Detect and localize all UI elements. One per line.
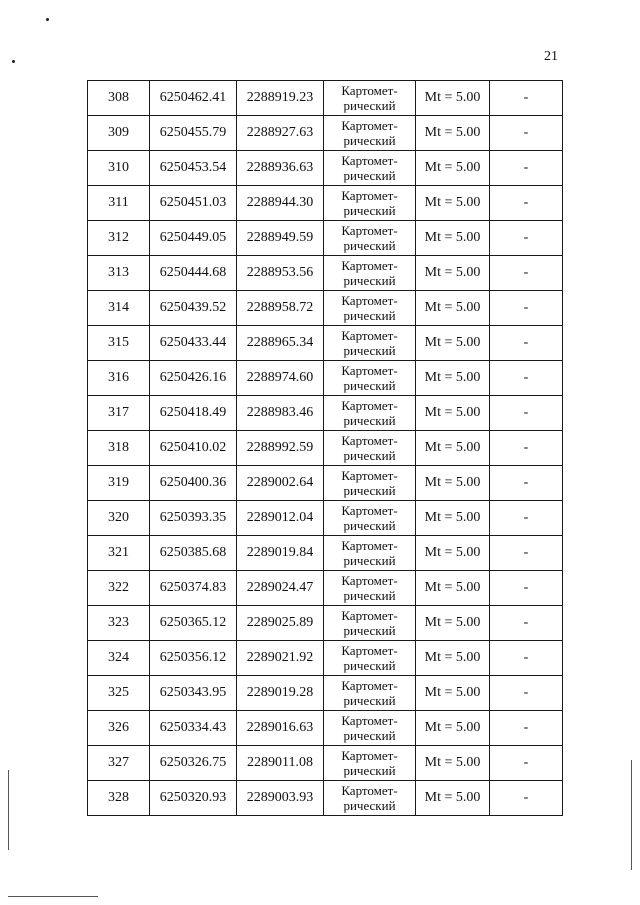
point-description: - (490, 501, 563, 536)
method-line-1: Картомет- (341, 573, 398, 588)
determination-method (324, 81, 416, 116)
method-line-2: рический (343, 308, 396, 323)
coordinate-x: 6250393.35 (150, 501, 237, 536)
coordinate-x: 6250462.41 (150, 81, 237, 116)
scan-speck-left (12, 60, 15, 63)
table-row (88, 431, 563, 466)
method-line-1: Картомет- (341, 678, 398, 693)
coordinate-y: 2288983.46 (237, 396, 324, 431)
coordinate-y: 2289019.84 (237, 536, 324, 571)
method-line-2: рический (343, 98, 396, 113)
point-number: 325 (88, 676, 150, 711)
method-line-2: рический (343, 518, 396, 533)
table-row (88, 361, 563, 396)
accuracy: Mt = 5.00 (416, 116, 490, 151)
method-line-1: Картомет- (341, 608, 398, 623)
coordinate-y: 2288944.30 (237, 186, 324, 221)
point-description: - (490, 781, 563, 816)
table-row (88, 291, 563, 326)
method-line-2: рический (343, 798, 396, 813)
determination-method (324, 781, 416, 816)
point-description: - (490, 396, 563, 431)
determination-method (324, 116, 416, 151)
point-number: 313 (88, 256, 150, 291)
coordinate-y: 2289002.64 (237, 466, 324, 501)
point-number: 315 (88, 326, 150, 361)
determination-method (324, 291, 416, 326)
coordinate-y: 2288974.60 (237, 361, 324, 396)
determination-method (324, 361, 416, 396)
coordinate-x: 6250326.75 (150, 746, 237, 781)
method-line-1: Картомет- (341, 538, 398, 553)
determination-method (324, 256, 416, 291)
point-number: 312 (88, 221, 150, 256)
accuracy: Mt = 5.00 (416, 711, 490, 746)
coordinate-y: 2289021.92 (237, 641, 324, 676)
point-number: 309 (88, 116, 150, 151)
method-line-2: рический (343, 483, 396, 498)
point-description: - (490, 326, 563, 361)
method-line-2: рический (343, 413, 396, 428)
accuracy: Mt = 5.00 (416, 501, 490, 536)
point-number: 326 (88, 711, 150, 746)
determination-method (324, 746, 416, 781)
method-line-1: Картомет- (341, 713, 398, 728)
table-row (88, 746, 563, 781)
coordinate-x: 6250449.05 (150, 221, 237, 256)
coordinate-x: 6250418.49 (150, 396, 237, 431)
method-line-1: Картомет- (341, 293, 398, 308)
determination-method (324, 466, 416, 501)
table-row (88, 781, 563, 816)
point-number: 310 (88, 151, 150, 186)
determination-method (324, 396, 416, 431)
coordinate-y: 2289019.28 (237, 676, 324, 711)
method-line-2: рический (343, 623, 396, 638)
determination-method (324, 501, 416, 536)
coordinate-x: 6250453.54 (150, 151, 237, 186)
point-description: - (490, 641, 563, 676)
point-description: - (490, 466, 563, 501)
scan-edge-mark-left (8, 770, 9, 850)
coordinate-y: 2289012.04 (237, 501, 324, 536)
method-line-1: Картомет- (341, 153, 398, 168)
method-line-1: Картомет- (341, 503, 398, 518)
table-row (88, 326, 563, 361)
coordinates-table-body (88, 81, 563, 816)
coordinate-x: 6250444.68 (150, 256, 237, 291)
coordinate-x: 6250455.79 (150, 116, 237, 151)
method-line-2: рический (343, 168, 396, 183)
point-description: - (490, 361, 563, 396)
method-line-2: рический (343, 343, 396, 358)
coordinate-y: 2288965.34 (237, 326, 324, 361)
point-number: 319 (88, 466, 150, 501)
accuracy: Mt = 5.00 (416, 186, 490, 221)
coordinate-y: 2289011.08 (237, 746, 324, 781)
table-row (88, 151, 563, 186)
method-line-1: Картомет- (341, 468, 398, 483)
accuracy: Mt = 5.00 (416, 431, 490, 466)
point-number: 320 (88, 501, 150, 536)
point-description: - (490, 186, 563, 221)
coordinate-y: 2289025.89 (237, 606, 324, 641)
coordinate-y: 2288949.59 (237, 221, 324, 256)
accuracy: Mt = 5.00 (416, 781, 490, 816)
point-number: 323 (88, 606, 150, 641)
method-line-1: Картомет- (341, 118, 398, 133)
method-line-1: Картомет- (341, 398, 398, 413)
table-row (88, 221, 563, 256)
table-row (88, 641, 563, 676)
coordinate-x: 6250343.95 (150, 676, 237, 711)
coordinate-y: 2288936.63 (237, 151, 324, 186)
determination-method (324, 571, 416, 606)
coordinate-x: 6250433.44 (150, 326, 237, 361)
accuracy: Mt = 5.00 (416, 676, 490, 711)
determination-method (324, 641, 416, 676)
accuracy: Mt = 5.00 (416, 641, 490, 676)
table-row (88, 501, 563, 536)
point-description: - (490, 711, 563, 746)
method-line-2: рический (343, 238, 396, 253)
determination-method (324, 711, 416, 746)
point-number: 328 (88, 781, 150, 816)
point-number: 321 (88, 536, 150, 571)
method-line-2: рический (343, 273, 396, 288)
method-line-1: Картомет- (341, 83, 398, 98)
method-line-2: рический (343, 133, 396, 148)
method-line-2: рический (343, 693, 396, 708)
method-line-1: Картомет- (341, 363, 398, 378)
table-row (88, 536, 563, 571)
coordinate-x: 6250334.43 (150, 711, 237, 746)
accuracy: Mt = 5.00 (416, 256, 490, 291)
method-line-1: Картомет- (341, 328, 398, 343)
accuracy: Mt = 5.00 (416, 746, 490, 781)
point-description: - (490, 571, 563, 606)
determination-method (324, 326, 416, 361)
accuracy: Mt = 5.00 (416, 396, 490, 431)
determination-method (324, 536, 416, 571)
coordinate-y: 2289016.63 (237, 711, 324, 746)
method-line-2: рический (343, 378, 396, 393)
point-description: - (490, 151, 563, 186)
point-description: - (490, 291, 563, 326)
point-number: 318 (88, 431, 150, 466)
table-row (88, 396, 563, 431)
method-line-1: Картомет- (341, 783, 398, 798)
coordinate-x: 6250374.83 (150, 571, 237, 606)
table-row (88, 711, 563, 746)
method-line-2: рический (343, 728, 396, 743)
method-line-2: рический (343, 553, 396, 568)
accuracy: Mt = 5.00 (416, 466, 490, 501)
accuracy: Mt = 5.00 (416, 536, 490, 571)
coordinate-x: 6250451.03 (150, 186, 237, 221)
point-number: 322 (88, 571, 150, 606)
method-line-1: Картомет- (341, 188, 398, 203)
method-line-2: рический (343, 203, 396, 218)
coordinate-x: 6250426.16 (150, 361, 237, 396)
table-row (88, 466, 563, 501)
coordinate-x: 6250365.12 (150, 606, 237, 641)
scan-edge-mark-bottom (8, 896, 98, 897)
determination-method (324, 431, 416, 466)
page-number: 21 (544, 49, 558, 64)
coordinate-x: 6250385.68 (150, 536, 237, 571)
scan-edge-mark-right (631, 760, 632, 870)
method-line-2: рический (343, 658, 396, 673)
accuracy: Mt = 5.00 (416, 81, 490, 116)
table-row (88, 186, 563, 221)
coordinates-table (87, 80, 563, 816)
accuracy: Mt = 5.00 (416, 291, 490, 326)
point-number: 311 (88, 186, 150, 221)
accuracy: Mt = 5.00 (416, 606, 490, 641)
method-line-1: Картомет- (341, 258, 398, 273)
coordinate-x: 6250400.36 (150, 466, 237, 501)
point-description: - (490, 536, 563, 571)
point-number: 317 (88, 396, 150, 431)
coordinate-x: 6250439.52 (150, 291, 237, 326)
point-description: - (490, 116, 563, 151)
method-line-1: Картомет- (341, 643, 398, 658)
determination-method (324, 186, 416, 221)
point-number: 314 (88, 291, 150, 326)
table-row (88, 256, 563, 291)
accuracy: Mt = 5.00 (416, 361, 490, 396)
table-row (88, 116, 563, 151)
coordinate-y: 2288919.23 (237, 81, 324, 116)
coordinate-y: 2288927.63 (237, 116, 324, 151)
point-number: 327 (88, 746, 150, 781)
accuracy: Mt = 5.00 (416, 571, 490, 606)
point-description: - (490, 746, 563, 781)
accuracy: Mt = 5.00 (416, 221, 490, 256)
table-row (88, 571, 563, 606)
point-description: - (490, 256, 563, 291)
method-line-1: Картомет- (341, 748, 398, 763)
point-description: - (490, 676, 563, 711)
method-line-2: рический (343, 448, 396, 463)
table-row (88, 81, 563, 116)
point-number: 316 (88, 361, 150, 396)
determination-method (324, 151, 416, 186)
coordinate-x: 6250356.12 (150, 641, 237, 676)
determination-method (324, 676, 416, 711)
method-line-2: рический (343, 588, 396, 603)
determination-method (324, 606, 416, 641)
accuracy: Mt = 5.00 (416, 151, 490, 186)
point-description: - (490, 221, 563, 256)
method-line-1: Картомет- (341, 433, 398, 448)
coordinate-y: 2288958.72 (237, 291, 324, 326)
method-line-2: рический (343, 763, 396, 778)
point-number: 308 (88, 81, 150, 116)
point-description: - (490, 431, 563, 466)
scan-speck-top (46, 18, 49, 21)
method-line-1: Картомет- (341, 223, 398, 238)
coordinate-y: 2288992.59 (237, 431, 324, 466)
point-number: 324 (88, 641, 150, 676)
coordinate-y: 2289003.93 (237, 781, 324, 816)
point-description: - (490, 606, 563, 641)
point-description: - (490, 81, 563, 116)
table-row (88, 676, 563, 711)
coordinate-y: 2288953.56 (237, 256, 324, 291)
accuracy: Mt = 5.00 (416, 326, 490, 361)
table-row (88, 606, 563, 641)
coordinate-x: 6250410.02 (150, 431, 237, 466)
coordinate-x: 6250320.93 (150, 781, 237, 816)
coordinate-y: 2289024.47 (237, 571, 324, 606)
determination-method (324, 221, 416, 256)
